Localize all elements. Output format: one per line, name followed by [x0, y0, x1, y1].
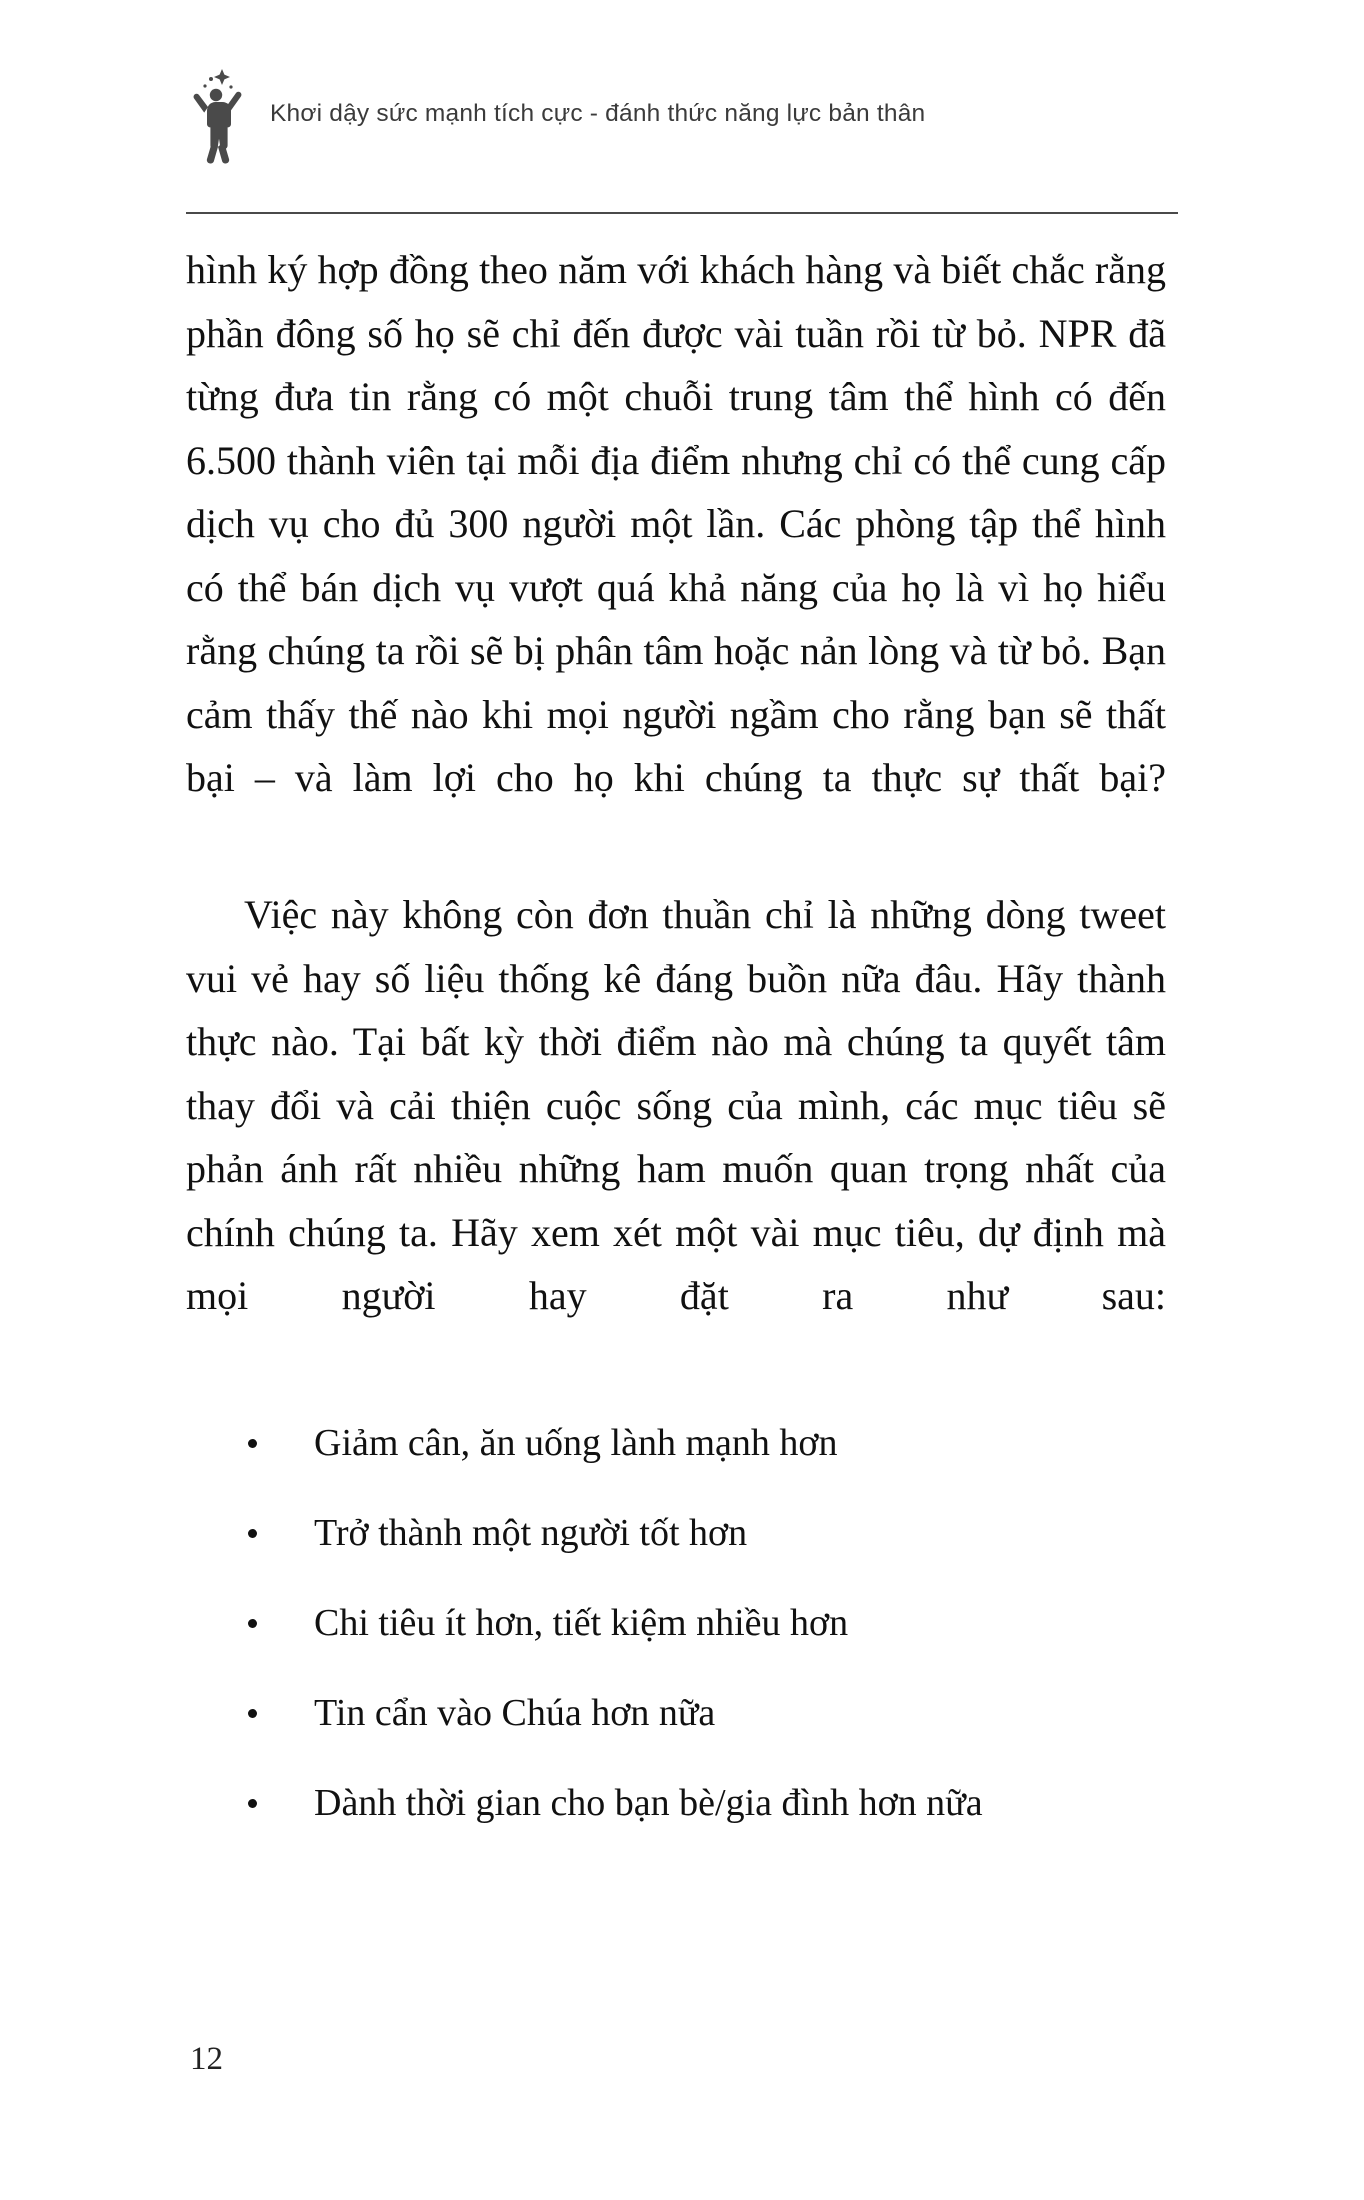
bullet-dot-icon — [248, 1439, 257, 1448]
paragraph-2: Việc này không còn đơn thuần chỉ là những dòng tweet vui vẻ hay số liệu thống kê đáng buồn nữa đâu. Hãy thành thực nào. Tại bất kỳ thời điểm nào mà chúng ta quyết tâm thay đổi và cải thiện cuộc sống của mình, các mục tiêu sẽ phản ánh rất nhiều những ham muốn quan trọng nhất của chính chúng ta. Hãy xem xét một vài mục tiêu, dự định mà mọi người hay đặt ra như sau: — [186, 892, 1166, 1318]
paragraph-1: hình ký hợp đồng theo năm với khách hàng và biết chắc rằng phần đông số họ sẽ chỉ đến được vài tuần rồi từ bỏ. NPR đã từng đưa tin rằng có một chuỗi trung tâm thể hình có đến 6.500 thành viên tại mỗi địa điểm nhưng chỉ có thể cung cấp dịch vụ cho đủ 300 người một lần. Các phòng tập thể hình có thể bán dịch vụ vượt quá khả năng của họ là vì họ hiểu rằng chúng ta rồi sẽ bị phân tâm hoặc nản lòng và từ bỏ. Bạn cảm thấy thế nào khi mọi người ngầm cho rằng bạn sẽ thất bại – và làm lợi cho họ khi chúng ta thực sự thất bại? — [186, 247, 1166, 800]
bullet-dot-icon — [248, 1799, 257, 1808]
goal-list — [186, 1417, 1166, 1829]
list-item-label: Trở thành một người tốt hơn — [314, 1512, 748, 1554]
list-item-label: Tin cẩn vào Chúa hơn nữa — [314, 1692, 716, 1734]
list-item — [186, 1687, 1166, 1739]
list-item — [186, 1507, 1166, 1559]
page-content — [186, 238, 1166, 1867]
list-item — [186, 1597, 1166, 1649]
running-person-star-icon — [186, 63, 252, 167]
list-item — [186, 1417, 1166, 1469]
running-head — [186, 60, 1178, 170]
bullet-dot-icon — [248, 1619, 257, 1628]
list-item-label: Chi tiêu ít hơn, tiết kiệm nhiều hơn — [314, 1602, 849, 1644]
bullet-dot-icon — [248, 1709, 257, 1718]
list-item-label: Dành thời gian cho bạn bè/gia đình hơn nữa — [314, 1782, 983, 1824]
page-number: 12 — [190, 2041, 223, 2077]
list-item — [186, 1777, 1166, 1829]
list-item-label: Giảm cân, ăn uống lành mạnh hơn — [314, 1422, 838, 1464]
bullet-dot-icon — [248, 1529, 257, 1538]
running-head-title: Khơi dậy sức mạnh tích cực - đánh thức năng lực bản thân — [270, 100, 926, 127]
header-divider — [186, 212, 1178, 214]
